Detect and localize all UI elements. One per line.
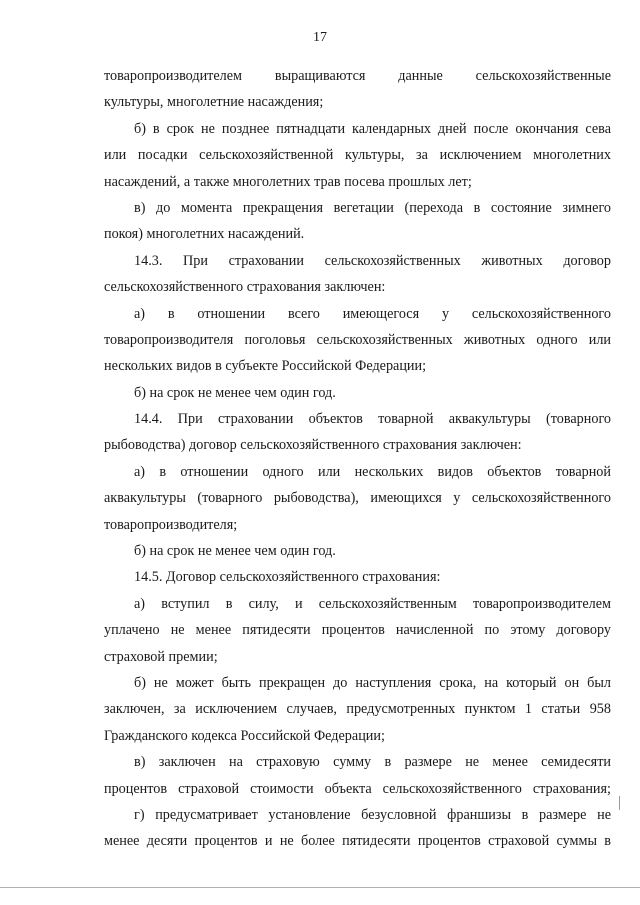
text-line: товаропроизводителя поголовья сельскохозяйственных животных одного или	[104, 331, 611, 348]
paragraph	[104, 406, 611, 459]
paragraph	[104, 116, 611, 195]
page-number: 17	[313, 30, 327, 45]
document-body	[104, 63, 611, 855]
text-line: товаропроизводителя;	[104, 516, 238, 533]
text-line: 14.5. Договор сельскохозяйственного страхования:	[134, 569, 441, 586]
text-line: товаропроизводителем выращиваются данные сельскохозяйственные	[104, 68, 611, 84]
text-line: культуры, многолетние насаждения;	[104, 94, 324, 111]
paragraph	[104, 248, 611, 301]
paragraph	[104, 591, 611, 670]
text-line: уплачено не менее пятидесяти процентов начисленной по этому договору	[104, 622, 611, 639]
scan-mark	[619, 796, 620, 810]
paragraph	[104, 749, 611, 802]
text-line: б) не может быть прекращен до наступления срока, на который он был	[134, 674, 611, 691]
text-line: аквакультуры (товарного рыбоводства), имеющихся у сельскохозяйственного	[104, 490, 611, 507]
text-line: в) заключен на страховую сумму в размере не менее семидесяти	[134, 754, 611, 771]
paragraph	[104, 195, 611, 248]
text-line: или посадки сельскохозяйственной культуры, за исключением многолетних	[104, 147, 611, 164]
text-line: сельскохозяйственного страхования заключен:	[104, 279, 386, 296]
text-line: 14.4. При страховании объектов товарной аквакультуры (товарного	[134, 411, 611, 428]
text-line: насаждений, а также многолетних трав посева прошлых лет;	[104, 173, 472, 190]
paragraph	[104, 301, 611, 380]
text-line: б) в срок не позднее пятнадцати календарных дней после окончания сева	[134, 120, 611, 137]
text-line: в) до момента прекращения вегетации (перехода в состояние зимнего	[134, 199, 611, 216]
text-line: 14.3. При страховании сельскохозяйственных животных договор	[134, 252, 611, 269]
text-line: а) в отношении одного или нескольких видов объектов товарной	[134, 463, 611, 480]
text-line: заключен, за исключением случаев, предусмотренных пунктом 1 статьи 958	[104, 701, 611, 718]
text-line: б) на срок не менее чем один год.	[134, 384, 336, 401]
text-line: г) предусматривает установление безусловной франшизы в размере не	[134, 806, 611, 823]
text-line: б) на срок не менее чем один год.	[134, 543, 336, 560]
paragraph	[104, 538, 611, 564]
text-line: Гражданского кодекса Российской Федерации;	[104, 727, 385, 744]
text-line: процентов страховой стоимости объекта сельскохозяйственного страхования;	[104, 780, 611, 797]
paragraph	[104, 380, 611, 406]
scan-edge-line	[0, 887, 640, 888]
text-line: рыбоводства) договор сельскохозяйственного страхования заключен:	[104, 437, 522, 454]
paragraph	[104, 802, 611, 855]
text-line: менее десяти процентов и не более пятидесяти процентов страховой суммы в	[104, 833, 611, 850]
text-line: нескольких видов в субъекте Российской Федерации;	[104, 358, 427, 375]
paragraph	[104, 63, 611, 116]
paragraph	[104, 459, 611, 538]
text-line: а) вступил в силу, и сельскохозяйственным товаропроизводителем	[134, 595, 611, 612]
paragraph	[104, 670, 611, 749]
text-line: страховой премии;	[104, 648, 218, 665]
paragraph	[104, 564, 611, 590]
text-line: покоя) многолетних насаждений.	[104, 226, 305, 243]
text-line: а) в отношении всего имеющегося у сельскохозяйственного	[134, 305, 611, 322]
